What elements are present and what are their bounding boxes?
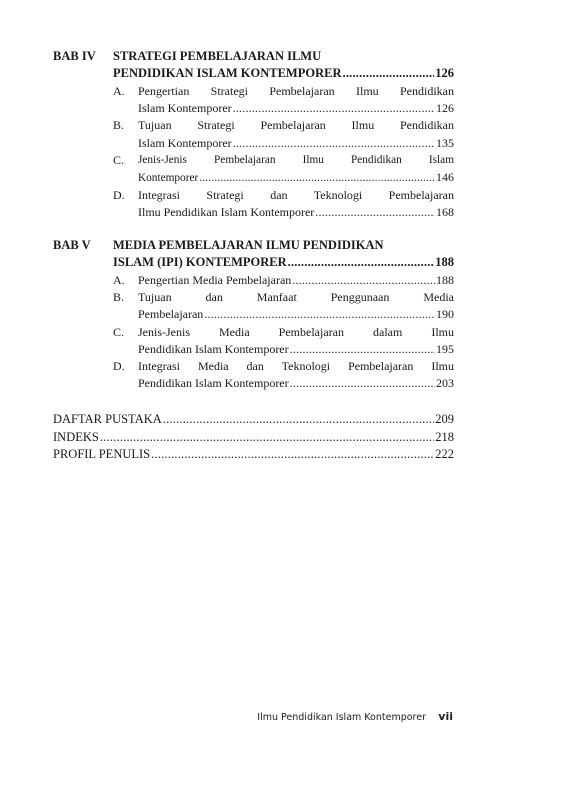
backmatter-label: INDEKS (53, 429, 99, 444)
backmatter-entry (53, 429, 454, 447)
backmatter-page-number: 218 (435, 429, 454, 444)
toc-entry (113, 272, 454, 289)
chapter-page-number: 126 (435, 66, 454, 80)
toc-entry (113, 83, 454, 117)
entry-line: Kontemporer (138, 172, 199, 185)
entry-page-number: 203 (436, 376, 454, 391)
dot-leader (233, 135, 435, 152)
toc-entry (113, 324, 454, 358)
entry-line: Islam Kontemporer (138, 101, 232, 116)
toc-entry (113, 152, 454, 187)
chapter-label: BAB V (53, 238, 91, 252)
entry-line: Ilmu Pendidikan Islam Kontemporer (138, 205, 315, 220)
dot-leader (199, 170, 435, 187)
toc-entry (113, 289, 454, 323)
dot-leader (233, 100, 435, 117)
entry-page-number: 126 (436, 101, 454, 116)
dot-leader (151, 446, 434, 464)
dot-leader (343, 65, 435, 82)
entry-letter: D. (113, 359, 125, 374)
dot-leader (292, 272, 435, 289)
toc-entry (113, 117, 454, 151)
entry-page-number: 190 (436, 307, 454, 322)
dot-leader (100, 429, 434, 447)
entry-letter: B. (113, 118, 125, 133)
entry-letter: A. (113, 273, 125, 287)
entry-line: Pendidikan Islam Kontemporer (138, 341, 289, 356)
chapter-title (113, 48, 454, 82)
backmatter-entry (53, 446, 454, 464)
entry-line: Pembelajaran (138, 307, 204, 322)
entry-letter: A. (113, 84, 125, 98)
chapter-title-line: STRATEGI PEMBELAJARAN ILMU (113, 49, 322, 63)
backmatter-page-number: 222 (435, 447, 454, 461)
dot-leader (290, 375, 435, 392)
chapter-title (113, 237, 454, 271)
dot-leader (163, 411, 434, 429)
chapter-page-number: 188 (435, 255, 454, 269)
entry-page-number: 135 (436, 135, 454, 150)
entry-line: Islam Kontemporer (138, 135, 232, 150)
entry-letter: D. (113, 188, 125, 203)
backmatter-entry (53, 411, 454, 429)
backmatter-page-number: 209 (435, 412, 454, 426)
entry-line: Pengertian Media Pembelajaran (138, 273, 292, 287)
entry-letter: C. (113, 324, 125, 339)
entry-line: Jenis-Jenis Pembelajaran Ilmu Pendidikan Islam (138, 153, 454, 166)
entry-line: Jenis-Jenis Media Pembelajaran dalam Ilmu (138, 324, 454, 339)
entry-line: Tujuan Strategi Pembelajaran Ilmu Pendidikan (138, 118, 454, 133)
dot-leader (315, 204, 435, 221)
entry-line: Tujuan dan Manfaat Penggunaan Media (138, 290, 454, 305)
dot-leader (288, 254, 435, 271)
entry-page-number: 146 (436, 170, 454, 185)
entry-page-number: 188 (436, 273, 454, 287)
entry-page-number: 195 (436, 341, 454, 356)
entry-line: Pengertian Strategi Pembelajaran Ilmu Pendidikan (138, 84, 454, 98)
footer-book-title: Ilmu Pendidikan Islam Kontemporer (257, 712, 426, 723)
chapter-title-line: ISLAM (IPI) KONTEMPORER (113, 255, 287, 269)
entry-line: Integrasi Media dan Teknologi Pembelajaran Ilmu (138, 359, 454, 374)
entry-line: Pendidikan Islam Kontemporer (138, 376, 289, 391)
toc-backmatter (53, 411, 454, 464)
entry-letter: B. (113, 290, 125, 305)
dot-leader (290, 341, 435, 358)
backmatter-label: PROFIL PENULIS (53, 447, 151, 461)
entry-line: Integrasi Strategi dan Teknologi Pembelajaran (138, 188, 454, 203)
backmatter-label: DAFTAR PUSTAKA (53, 412, 162, 426)
chapter-label: BAB IV (53, 49, 96, 63)
chapter-title-line: MEDIA PEMBELAJARAN ILMU PENDIDIKAN (113, 238, 384, 252)
footer-page-number: vii (438, 710, 453, 723)
toc-entry (113, 187, 454, 221)
entry-page-number: 168 (436, 205, 454, 220)
entry-letter: C. (113, 152, 125, 167)
toc-entry (113, 358, 454, 392)
chapter-title-line: PENDIDIKAN ISLAM KONTEMPORER (113, 66, 342, 80)
dot-leader (204, 306, 435, 323)
